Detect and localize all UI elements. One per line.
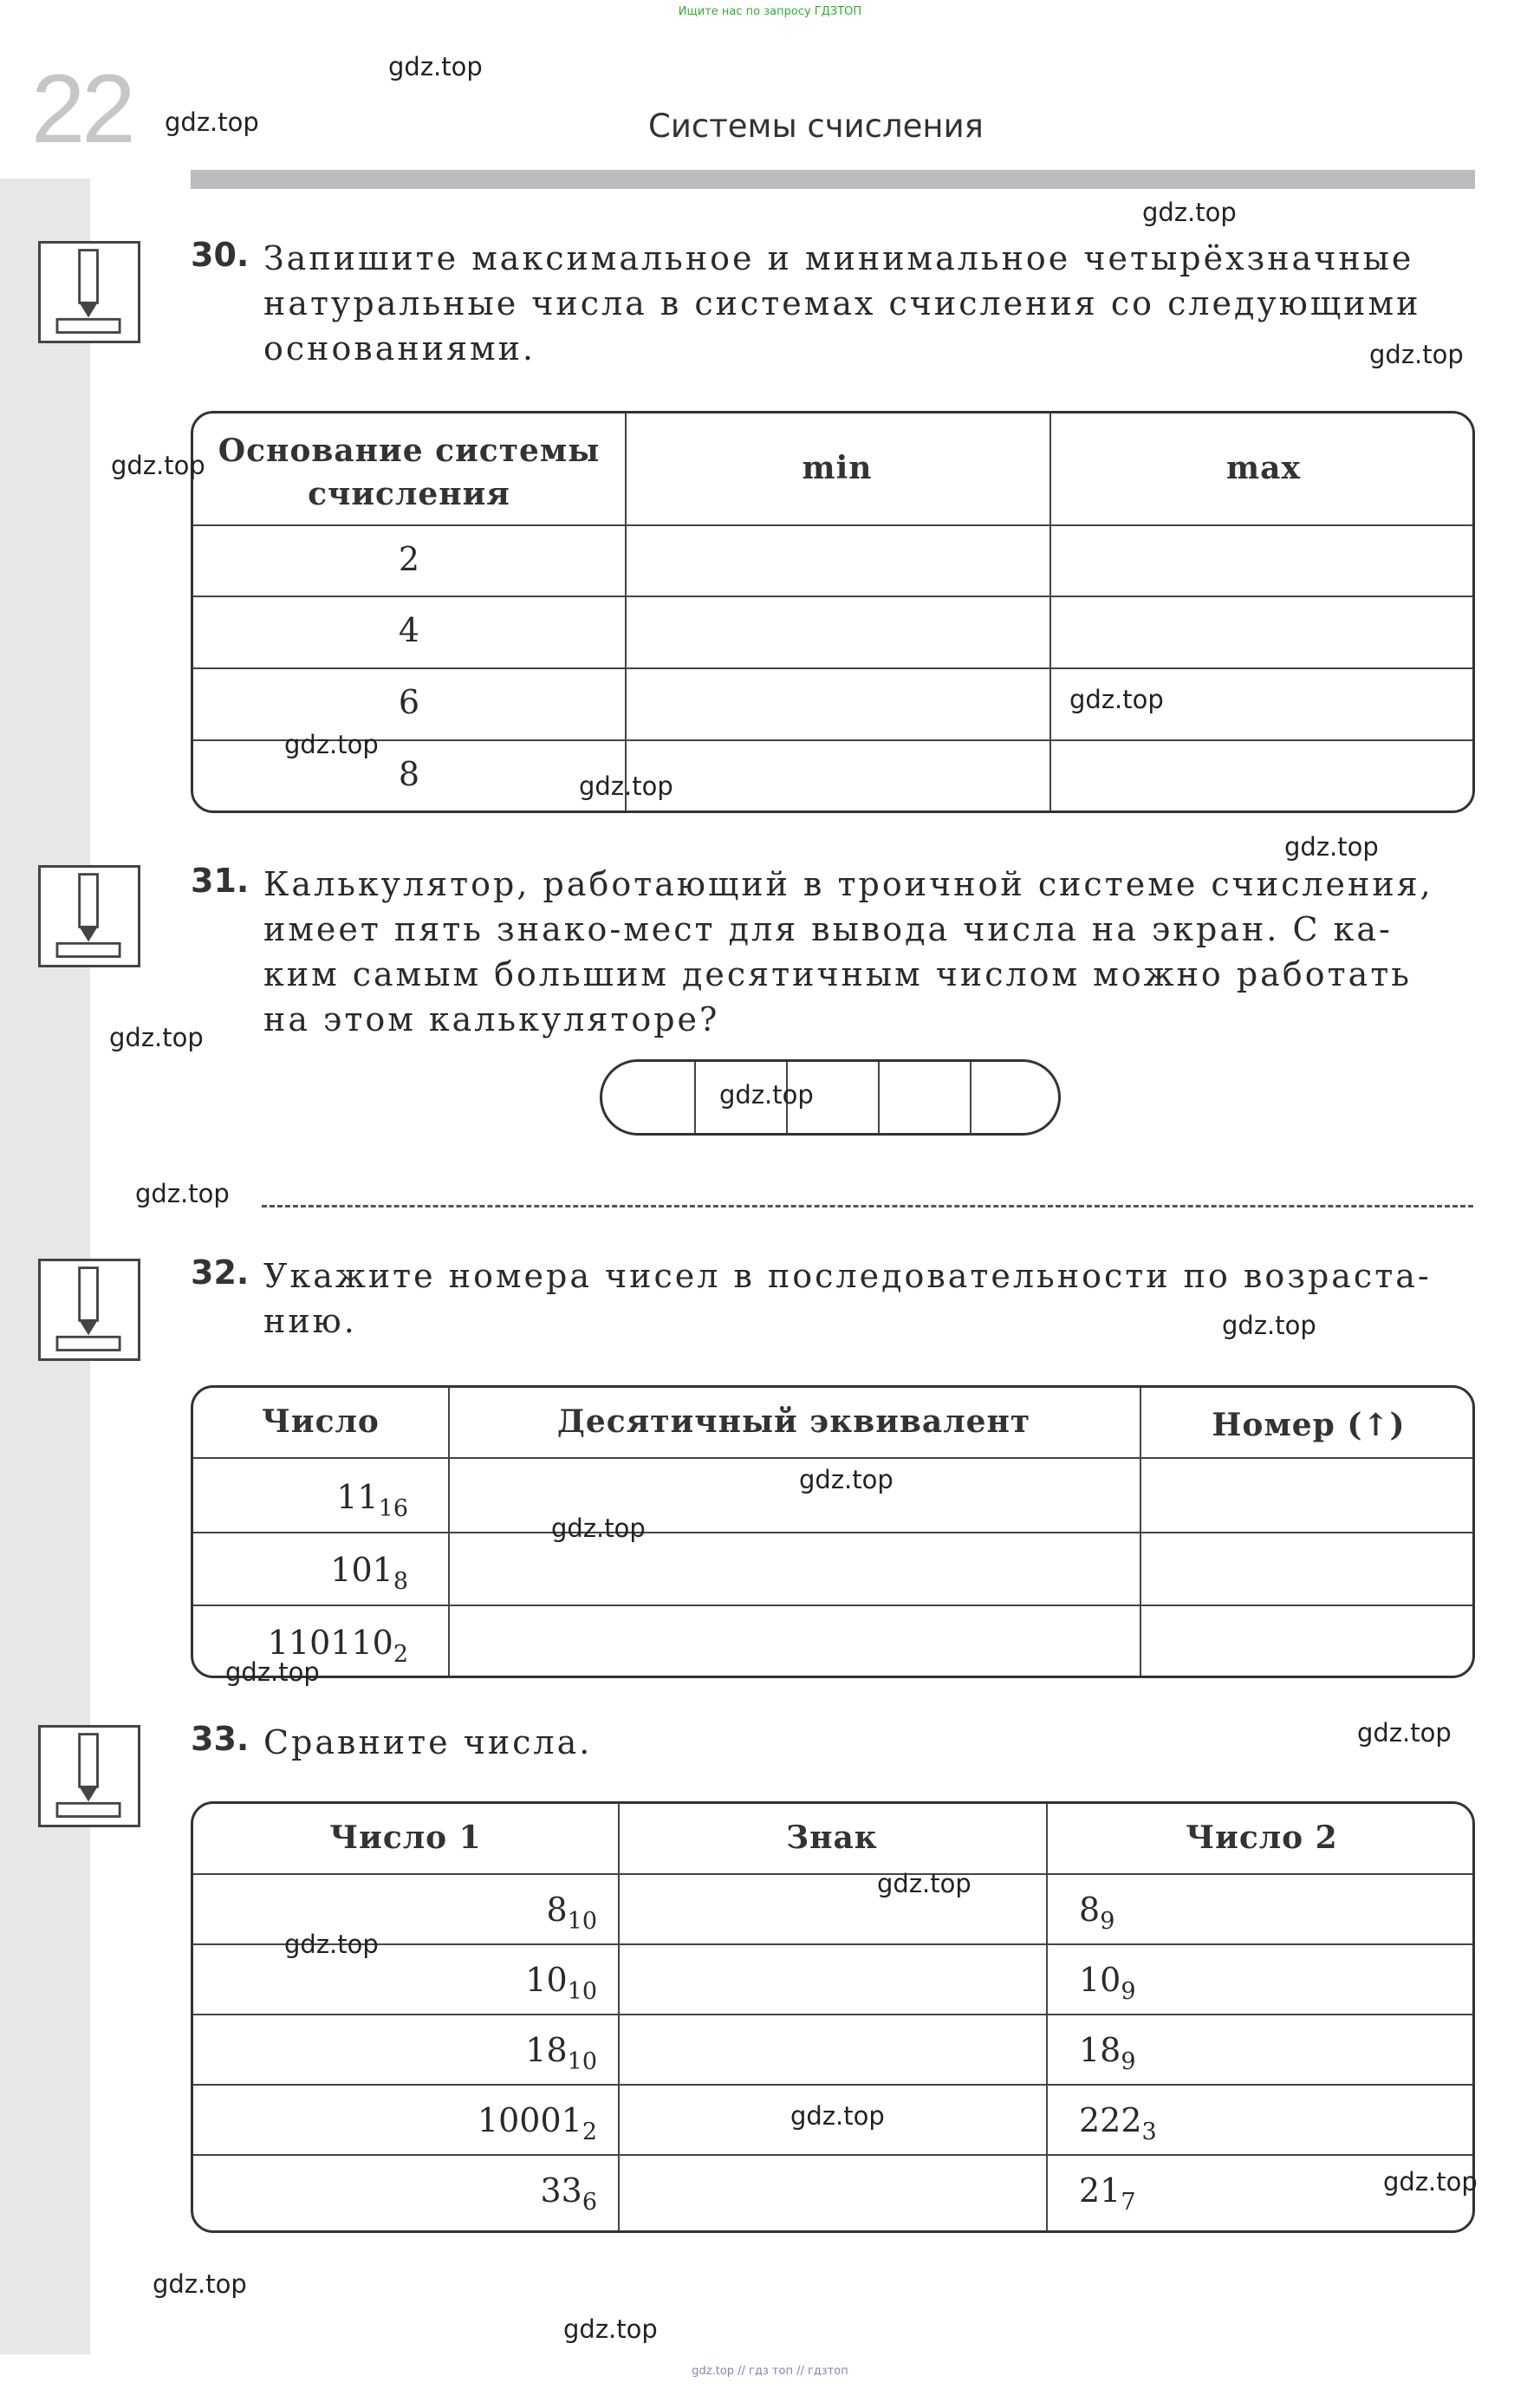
- question-line: натуральные числа в системах счисления со следующими: [263, 284, 1421, 322]
- watermark: gdz.top: [1222, 1311, 1316, 1340]
- column-header-number: Число: [262, 1403, 380, 1440]
- column-header-decimal: Десятичный эквивалент: [556, 1403, 1031, 1440]
- number-cell: $110110_2$: [267, 1624, 408, 1668]
- column-header-max: max: [1226, 450, 1301, 486]
- watermark: gdz.top: [719, 1080, 814, 1110]
- column-header-min: min: [802, 450, 873, 486]
- question-30-text: [263, 236, 1475, 371]
- question-32-number: 32.: [191, 1253, 250, 1292]
- number-2-cell: $21_7$: [1079, 2171, 1136, 2216]
- pencil-icon: [38, 1259, 140, 1361]
- base-cell: 8: [398, 755, 420, 793]
- number-cell: $101_8$: [330, 1551, 408, 1595]
- watermark: gdz.top: [1142, 198, 1237, 227]
- question-line: Сравните числа.: [263, 1723, 593, 1761]
- watermark: gdz.top: [877, 1869, 971, 1898]
- watermark: gdz.top: [284, 1930, 379, 1959]
- header-rule: [191, 170, 1475, 189]
- watermark: gdz.top: [284, 730, 379, 759]
- table-q33: [191, 1801, 1475, 2233]
- question-line: имеет пять знако-мест для вывода числа на экран. С ка-: [263, 910, 1393, 948]
- question-line: нию.: [263, 1302, 357, 1340]
- watermark: gdz.top: [153, 2269, 247, 2299]
- calculator-display: [600, 1059, 1061, 1136]
- watermark: gdz.top: [799, 1465, 893, 1494]
- column-header-order: Номер (↑): [1212, 1407, 1406, 1443]
- question-33-number: 33.: [191, 1720, 250, 1758]
- watermark: gdz.top: [563, 2314, 658, 2344]
- question-line: на этом калькуляторе?: [263, 1000, 720, 1038]
- number-1-cell: $33_6$: [540, 2171, 597, 2216]
- watermark: gdz.top: [388, 52, 483, 81]
- pencil-icon: [38, 241, 140, 343]
- question-line: Калькулятор, работающий в троичной системе счисления,: [263, 865, 1433, 903]
- column-header-number-1: Число 1: [329, 1819, 482, 1856]
- table-q32: [191, 1385, 1475, 1678]
- column-header-base: Основание системы счисления: [218, 433, 601, 512]
- column-header-number-2: Число 2: [1186, 1819, 1338, 1856]
- watermark: gdz.top: [1383, 2167, 1478, 2197]
- number-cell: $11_{16}$: [336, 1478, 408, 1522]
- watermark: gdz.top: [1069, 685, 1164, 714]
- question-line: Укажите номера чисел в последовательности по возраста-: [263, 1257, 1432, 1295]
- watermark: gdz.top: [109, 1023, 204, 1052]
- base-cell: 4: [398, 611, 420, 649]
- bottom-note: gdz.top // гдз топ // гдзтоп: [692, 2365, 848, 2378]
- number-2-cell: $8_9$: [1079, 1891, 1115, 1935]
- number-1-cell: $10001_2$: [477, 2101, 597, 2145]
- watermark: gdz.top: [1357, 1718, 1452, 1748]
- answer-line[interactable]: [262, 1205, 1473, 1208]
- number-2-cell: $18_9$: [1079, 2031, 1136, 2075]
- number-2-cell: $10_9$: [1079, 1961, 1136, 2005]
- question-31-text: [263, 862, 1475, 1042]
- base-cell: 6: [398, 683, 420, 721]
- watermark: gdz.top: [579, 771, 673, 801]
- number-1-cell: $8_{10}$: [546, 1891, 597, 1935]
- question-30-number: 30.: [191, 236, 250, 274]
- top-note: Ищите нас по запросу ГДЗТОП: [678, 5, 862, 18]
- watermark: gdz.top: [165, 107, 259, 137]
- question-line: ким самым большим десятичным числом можно работать: [263, 955, 1412, 993]
- question-line: Запишите максимальное и минимальное четырёхзначные: [263, 239, 1414, 277]
- watermark: gdz.top: [1369, 340, 1464, 369]
- watermark: gdz.top: [551, 1513, 646, 1543]
- question-line: основаниями.: [263, 329, 536, 368]
- chapter-title: Системы счисления: [648, 107, 984, 145]
- column-header-sign: Знак: [786, 1819, 878, 1856]
- number-1-cell: $18_{10}$: [525, 2031, 597, 2075]
- watermark: gdz.top: [225, 1657, 320, 1687]
- base-cell: 2: [398, 540, 420, 578]
- question-31-number: 31.: [191, 862, 250, 900]
- page-number: 22: [31, 55, 133, 163]
- watermark: gdz.top: [111, 451, 205, 480]
- pencil-icon: [38, 1725, 140, 1827]
- table-q30: [191, 411, 1475, 813]
- number-2-cell: $222_3$: [1079, 2101, 1157, 2145]
- number-1-cell: $10_{10}$: [525, 1961, 597, 2005]
- pencil-icon: [38, 865, 140, 967]
- question-33-text: [263, 1720, 1475, 1765]
- watermark: gdz.top: [1284, 832, 1379, 862]
- watermark: gdz.top: [135, 1179, 230, 1208]
- watermark: gdz.top: [790, 2101, 885, 2131]
